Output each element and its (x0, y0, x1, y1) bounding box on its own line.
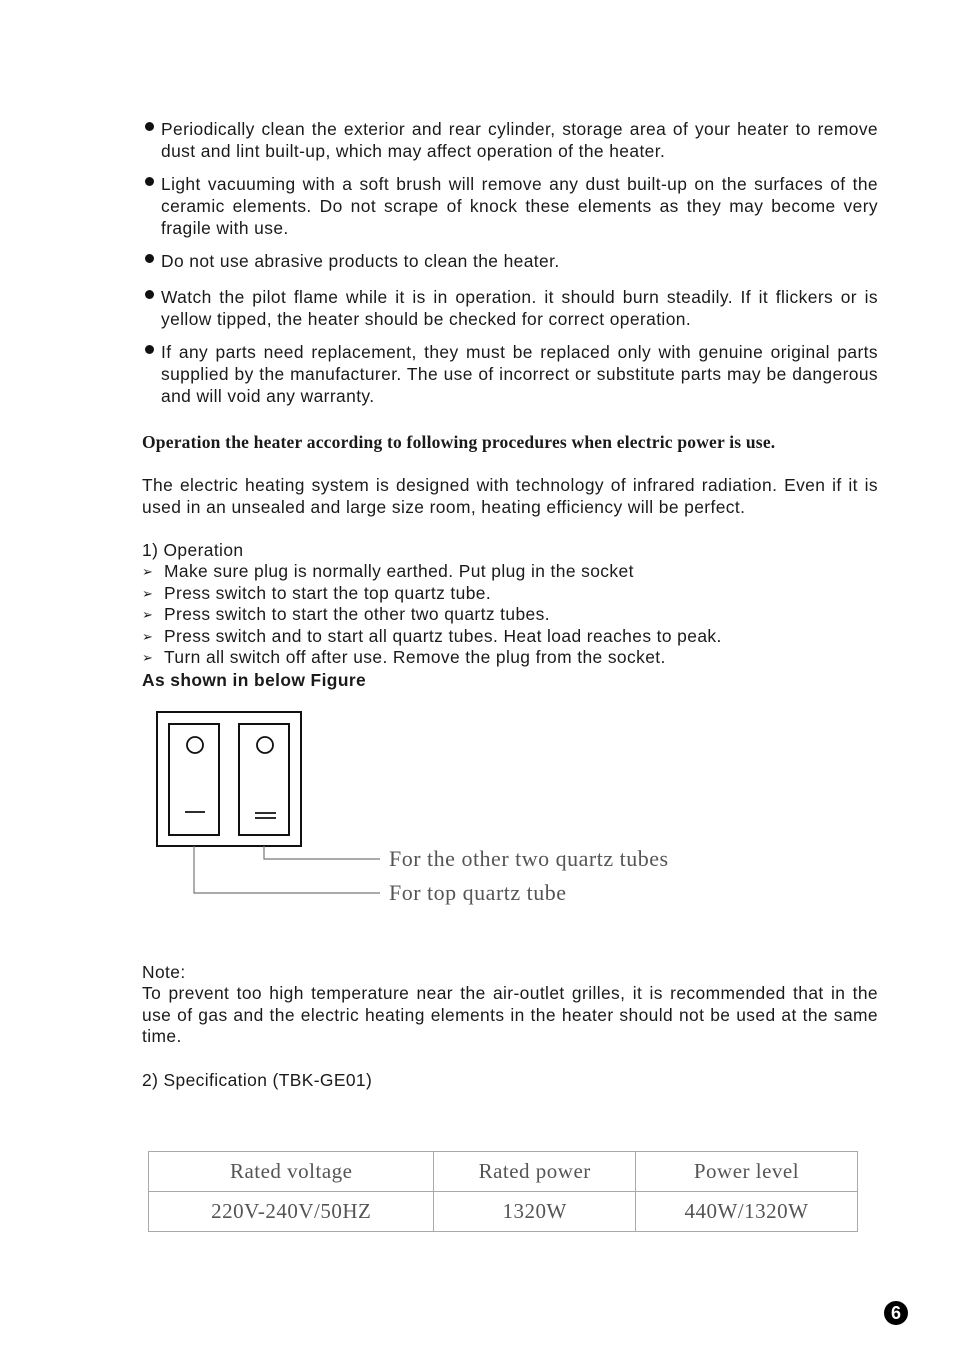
leader-line-other (264, 846, 380, 859)
maintenance-list (142, 118, 878, 407)
list-item: ➢ Turn all switch off after use. Remove the plug from the socket. (142, 647, 666, 667)
note-text: To prevent too high temperature near the air-outlet grilles, it is recommended that in the use of gas and the electric heating elements in the heater should not be used at the same time. (142, 983, 878, 1046)
table-cell: 1320W (434, 1192, 635, 1232)
table-header-row (149, 1152, 858, 1192)
arrow-icon: ➢ (142, 585, 154, 601)
note-title: Note: (142, 961, 186, 982)
spec-title: 2) Specification (TBK-GE01) (142, 1069, 373, 1090)
arrow-icon: ➢ (142, 650, 154, 665)
bullet-dot (145, 254, 154, 263)
table-cell: 440W/1320W (635, 1192, 857, 1232)
list-item: If any parts need replacement, they must be replaced only with genuine original parts supplied by the manufacturer. The use of incorrect or substitute parts may be dangerous and will void any warranty. (142, 341, 878, 407)
switch-off-symbol-icon (257, 737, 273, 753)
list-item: Watch the pilot flame while it is in operation. it should burn steadily. If it flickers or is yellow tipped, the heater should be checked for correct operation. (142, 286, 878, 330)
label-top-tube: For top quartz tube (389, 879, 567, 905)
switch-off-symbol-icon (187, 737, 203, 753)
section-heading: Operation the heater according to following procedures when electric power is use. (142, 432, 776, 452)
list-item: ➢ Press switch to start the other two quartz tubes. (142, 604, 550, 624)
operation-steps (142, 561, 878, 669)
intro-paragraph: The electric heating system is designed with technology of infrared radiation. Even if it is used in an unsealed and large size room, heating efficiency will be perfect. (142, 475, 878, 517)
page-number: 6 (884, 1301, 908, 1325)
page-content (142, 118, 878, 1091)
table-cell: 220V-240V/50HZ (149, 1192, 434, 1232)
list-item: ➢ Press switch and to start all quartz tubes. Heat load reaches to peak. (142, 625, 722, 646)
spec-table (148, 1151, 858, 1232)
arrow-icon: ➢ (142, 607, 154, 622)
bullet-dot (145, 290, 154, 299)
bullet-dot (145, 177, 154, 186)
switch-diagram (142, 707, 878, 957)
table-header-cell: Power level (635, 1152, 857, 1192)
arrow-icon: ➢ (142, 564, 154, 579)
list-item: ➢ Press switch to start the top quartz tube. (142, 582, 492, 603)
bullet-dot (145, 345, 154, 354)
list-item: Do not use abrasive products to clean the heater. (142, 250, 878, 272)
bullet-dot (145, 122, 154, 131)
top-tube-switch (169, 724, 219, 835)
table-header-cell: Rated power (434, 1152, 635, 1192)
switch-panel-drawing (142, 707, 742, 957)
note (142, 962, 878, 1048)
list-item: Light vacuuming with a soft brush will remove any dust built-up on the surfaces of the ceramic elements. Do not scrape of knock these elements as they may become very fragile with use. (142, 173, 878, 239)
list-item: Periodically clean the exterior and rear cylinder, storage area of your heater to remove dust and lint built-up, which may affect operation of the heater. (142, 118, 878, 162)
switch-panel-frame (157, 712, 301, 846)
table-header-cell: Rated voltage (149, 1152, 434, 1192)
operation-title: 1) Operation (142, 540, 244, 560)
leader-line-top (194, 846, 380, 893)
arrow-icon: ➢ (142, 628, 154, 644)
figure-caption: As shown in below Figure (142, 669, 367, 690)
list-item: ➢ Make sure plug is normally earthed. Put plug in the socket (142, 561, 634, 581)
label-other-tubes: For the other two quartz tubes (389, 845, 669, 871)
table-row (149, 1192, 858, 1232)
